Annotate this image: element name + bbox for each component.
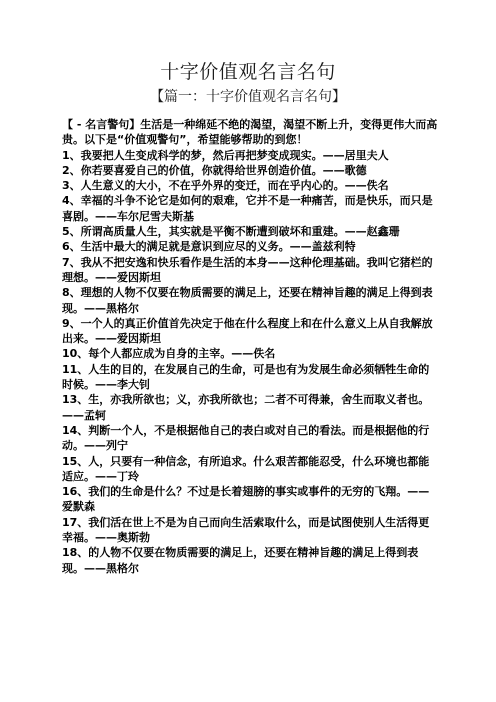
- page-title: 十字价值观名言名句: [160, 61, 336, 83]
- quote-item: 9、一个人的真正价值首先决定于他在什么程度上和在什么意义上从自我解放出来。——爱因斯坦: [62, 316, 433, 346]
- section-heading: 【篇一：十字价值观名言名句】: [150, 89, 346, 105]
- quote-item: 6、生活中最大的满足就是意识到应尽的义务。——盖兹利特: [62, 240, 356, 254]
- quote-item: 15、人，只要有一种信念，有所追求。什么艰苦都能忍受，什么环境也都能适应。——丁玲: [62, 454, 430, 483]
- quote-item: 3、人生意义的大小，不在乎外界的变迁，而在乎内心的。——佚名: [62, 179, 389, 193]
- quote-item: 2、你若要喜爱自己的价值，你就得给世界创造价值。——歌德: [62, 163, 367, 177]
- quote-item: 5、所谓高质量人生，其实就是平衡不断遭到破坏和重建。——赵鑫珊: [62, 225, 400, 239]
- quote-list: [62, 117, 440, 576]
- quote-item: 7、我从不把安逸和快乐看作是生活的本身——这种伦理基础。我叫它猪栏的理想。——爱因斯坦: [62, 255, 433, 284]
- intro-paragraph: 【 - 名言警句】生活是一种绵延不绝的渴望，渴望不断上升，变得更伟大而高贵。以下是“价值观警句”，希望能够帮助的到您！: [62, 118, 438, 147]
- quote-item: 8、理想的人物不仅要在物质需要的满足上，还要在精神旨趣的满足上得到表现。——黑格尔: [62, 286, 433, 315]
- quote-item: 14、判断一个人，不是根据他自己的表白或对自己的看法。而是根据他的行动。——列宁: [62, 423, 430, 453]
- quote-item: 17、我们活在世上不是为自己而向生活索取什么，而是试图使别人生活得更幸福。——奥斯勃: [62, 515, 430, 545]
- quote-item: 18、的人物不仅要在物质需要的满足上，还要在精神旨趣的满足上得到表现。——黑格尔: [62, 546, 419, 575]
- quote-item: 13、生，亦我所欲也；义，亦我所欲也；二者不可得兼，舍生而取义者也。——孟轲: [62, 393, 430, 422]
- quote-item: 10、每个人都应成为自身的主宰。——佚名: [62, 347, 276, 361]
- quote-item: 1、我要把人生变成科学的梦，然后再把梦变成现实。——居里夫人: [62, 148, 389, 162]
- quote-item: 16、我们的生命是什么？不过是长着翅膀的事实或事件的无穷的飞翔。——爱默森: [62, 485, 430, 514]
- quote-item: 11、人生的目的，在发展自己的生命，可是也有为发展生命必须牺牲生命的时候。——李大钊: [62, 362, 430, 392]
- quote-item: 4、幸福的斗争不论它是如何的艰难，它并不是一种痛苦，而是快乐，而只是喜剧。——车尔尼雪夫斯基: [62, 194, 433, 223]
